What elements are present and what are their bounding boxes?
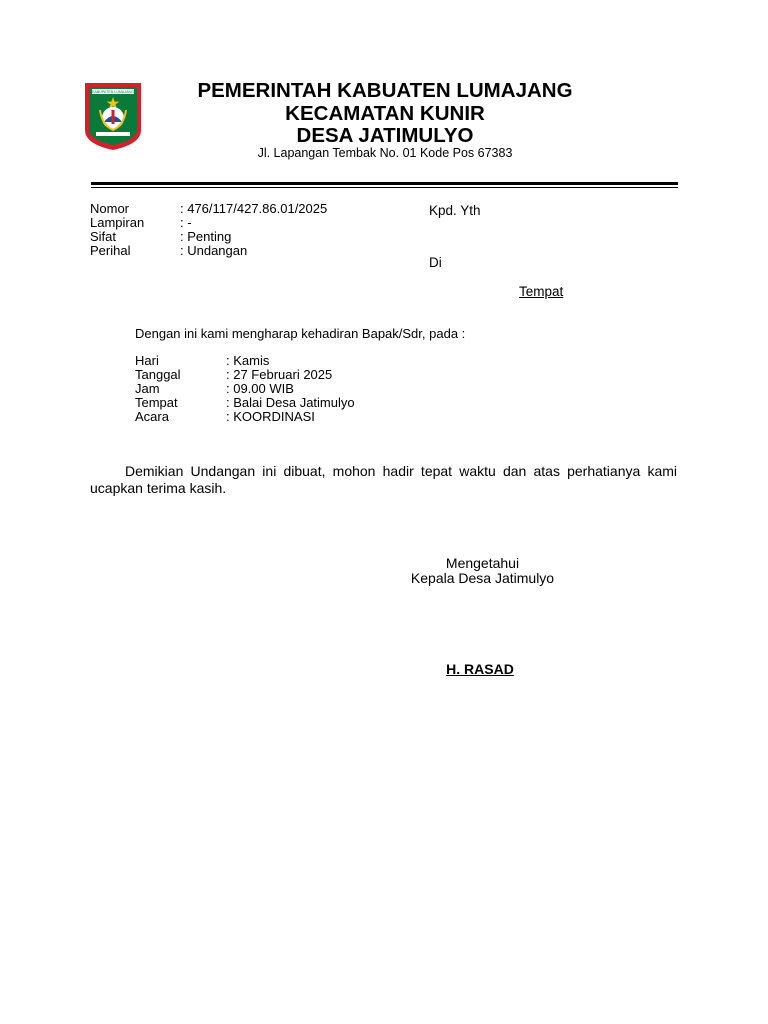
opening-sentence: Dengan ini kami mengharap kehadiran Bapak/Sdr, pada :: [135, 326, 466, 341]
meta-value-sifat: : Penting: [180, 229, 232, 244]
signature-acknowledge: Mengetahui: [445, 555, 520, 571]
detail-value-tanggal: : 27 Februari 2025: [226, 367, 333, 382]
signature-name: H. RASAD: [446, 661, 514, 677]
meta-value-perihal: : Undangan: [180, 243, 248, 258]
header-divider-thin: [91, 187, 678, 188]
detail-label-hari: Hari: [135, 353, 159, 368]
detail-value-hari: : Kamis: [226, 353, 270, 368]
header-address: Jl. Lapangan Tembak No. 01 Kode Pos 67383: [257, 146, 513, 160]
header-government-title: PEMERINTAH KABUATEN LUMAJANG: [197, 79, 573, 102]
recipient-di: Di: [429, 255, 442, 270]
recipient-tempat: Tempat: [519, 284, 564, 299]
detail-label-acara: Acara: [135, 409, 169, 424]
header-divider-thick: [91, 182, 678, 185]
meta-label-lampiran: Lampiran: [90, 215, 145, 230]
header-district-title: KECAMATAN KUNIR: [285, 102, 485, 125]
detail-label-tanggal: Tanggal: [135, 367, 181, 382]
recipient-kpd: Kpd. Yth: [429, 203, 481, 218]
detail-value-acara: : KOORDINASI: [226, 409, 315, 424]
regency-emblem-logo: [82, 80, 144, 152]
header-village-title: DESA JATIMULYO: [296, 124, 474, 147]
meta-value-nomor: : 476/117/427.86.01/2025: [180, 201, 328, 216]
detail-value-jam: : 09.00 WIB: [226, 381, 294, 396]
meta-value-lampiran: : -: [180, 215, 192, 230]
signature-position: Kepala Desa Jatimulyo: [410, 570, 555, 586]
meta-label-perihal: Perihal: [90, 243, 131, 258]
meta-label-nomor: Nomor: [90, 201, 130, 216]
svg-text:KABUPATEN LUMAJANG: KABUPATEN LUMAJANG: [92, 90, 134, 94]
meta-label-sifat: Sifat: [90, 229, 117, 244]
detail-label-tempat: Tempat: [135, 395, 178, 410]
closing-paragraph: Demikian Undangan ini dibuat, mohon hadir tepat waktu dan atas perhatianya kami ucapkan terima kasih.: [90, 463, 677, 496]
detail-label-jam: Jam: [135, 381, 160, 396]
detail-value-tempat: : Balai Desa Jatimulyo: [226, 395, 355, 410]
